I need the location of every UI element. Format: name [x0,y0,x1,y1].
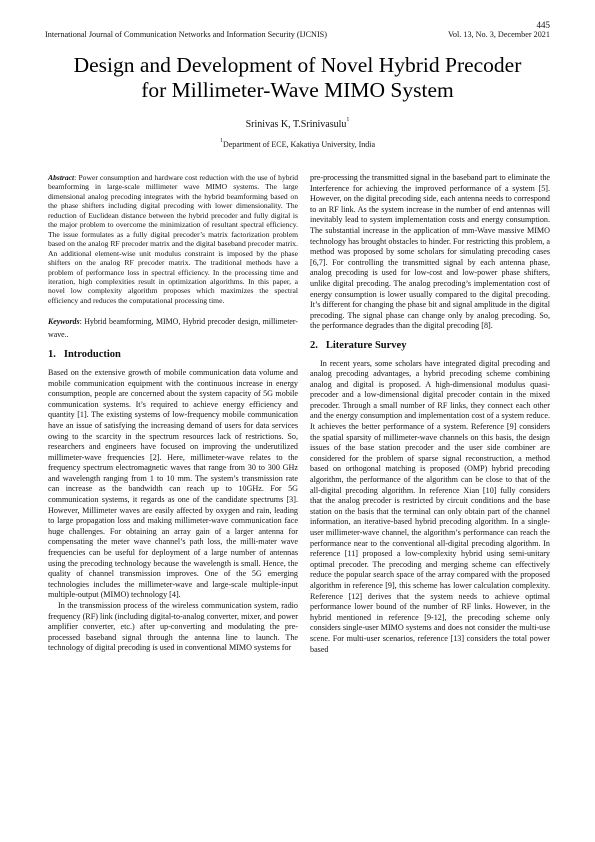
author-superscript: 1 [346,117,350,123]
paper-title [20,53,575,103]
page-number: 445 [536,20,550,30]
right-column [310,173,550,655]
abstract-label: Abstract [48,173,75,182]
author-names: Srinivas K, T.Srinivasulu [245,119,347,130]
section-number: 1. [48,349,56,361]
section-title: Introduction [63,349,121,361]
section-heading-literature-survey [310,341,550,352]
title-line-2: for Millimeter-Wave MIMO System [141,78,454,102]
intro-paragraph-2: In the transmission process of the wireless communication system, radio frequency (RF) link (including digital-to-analog converter, mixer, and power amplifier converter, etc.) after up-converting and modulating the pre-processed baseband signal through the antenna line to launch. The technology of digital precoding is used in conventional MIMO systems for [48,601,298,653]
authors [0,119,595,130]
affiliation-text: Department of ECE, Kakatiya University, India [222,140,376,149]
intro-paragraph-3: pre-processing the transmitted signal in the baseband part to eliminate the Interference for achieving the improved performance of a system [5]. However, on the digital precoding side, each antenna needs to correspond to an RF link. As the system increase in the number of end antennas will inevitably lead to system implementation costs and energy consumption. The substantial increase in the application of mm-Wave massive MIMO technology has brought obstacles to hinder. For restricting this problem, a method was proposed by some scholars for simulating precoding cases [6,7]. For controlling the transmitted signal by each antenna phase, analog precoding is used for low-cost and low-power phase shifters, unlike digital precoding. The analog precoding’s implementation cost of energy consumption is lower usually compared to the digital precoding. It’s different for changing the phase bit and signal amplitude in the digital precoding. The signal phase can change only by analog precoding. So, the performance degrades than the digital precoding [8]. [310,173,550,331]
intro-paragraph-1: Based on the extensive growth of mobile communication data volume and mobile communication equipment with the continuous increase in energy consumption, people are concerned about the system capacity of 5G mobile communication systems. It’s required to achieve energy efficiency and quantity [1]. The existing systems of low-frequency mobile communication have an issue of satisfying the increasing demand of users for data services owing to the scarcity in the spectrum resources lack of restrictions. So, researchers and engineers have focused on improving the underutilized millimeter-wave frequencies [2]. Here, millimeter-wave relates to the frequency spectrum electromagnetic waves that range from 30 to 300 GHz and wavelength ranging from 1 to 10 mm. The system’s transmission rate can increase as the bandwidth can reach up to 10GHz. For 5G communication systems, it regards as one of the candidate spectrums [3]. However, Millimeter waves are easily affected by oxygen and rain, leading to large propagation loss and making millimeter-wave communication face huge challenges. For obtaining an array gain of a larger antenna for compensating the meter wave channel’s path loss, the milli-mater wave frequencies can be useful for deployment of a large number of antennas using the precoding technology because the wavelength is small. Hence, the quality of channel transmission improves. One of the 5G emerging technologies includes the millimeter-wave and large-scale multiple-input multiple-output (MIMO) technology [4]. [48,367,298,600]
keywords-text: : Hybrid beamforming, MIMO, Hybrid precoder design, millimeter-wave.. [48,317,298,340]
left-column [48,173,298,654]
section-title: Literature Survey [325,339,407,351]
affiliation [0,140,595,149]
literature-paragraph-1: In recent years, some scholars have integrated digital precoding and analog precoding advantages, a hybrid precoding scheme combining analog and digital is proposed. A high-dimensional modulus quasi-precoder and a low-dimensional digital precoder contain in the mixed precoder. Through a small number of RF links, they connect each other and the energy consumption and implementation cost of a system reduce. It achieves the better performance of a system. Reference [9] considers the spatial sparsity of millimeter-wave channels on this basis, the design issues of the base station precoder and the user side combiner are considered for the problem of sparse signal reconstruction, a method based on orthogonal matching is proposed (OMP) hybrid precoding algorithm, the performance of the algorithm can be close to that of the all-digital precoding algorithm. In reference Xian [10] fully considers that the analog precoder is restricted by circuit conditions and the base station on the basis that the terminal can only obtain part of the channel information, an iterative-based hybrid precoding algorithm. In a single-user millimeter-wave channel, the algorithm’s performance can reach the performance near to the conventional all-digital precoding algorithm. In reference [11] proposed a low-complexity hybrid using semi-unitary optimal precoder. The precoding and merging scheme can effectively reduce the popular search space of the array compared with the proposed algorithm in reference [9], this scheme has lower calculation complexity. Reference [12] derives that the system needs to achieve optimal performance lower bound of the number of RF links. However, in the hybrid mentioned in reference [9-12], the precoding scheme only considers single-user MIMO systems and does not consider the multi-use scene. For multi-user scenarios, reference [13] considers the total power based [310,358,550,654]
affiliation-superscript: 1 [219,138,223,144]
volume-info: Vol. 13, No. 3, December 2021 [448,30,550,39]
section-number: 2. [310,339,318,351]
running-header [45,30,550,39]
abstract [48,173,298,305]
keywords [48,315,298,341]
section-heading-introduction [48,350,298,361]
abstract-text: : Power consumption and hardware cost reduction with the use of hybrid beamforming in large-scale millimeter wave MIMO systems. The large dimensional analog precoding integrates with the hybrid beamforming based on the phase shifters including digital precoding with lower dimensionality. The reduction of Euclidean distance between the hybrid precoder and fully digital is the major problem to overcome the minimization of resultant spectral efficiency. The issue formulates as a fully digital precoder’s matrix factorization problem based on the analog RF precoder matrix and the digital baseband precoder matrix. An additional element-wise unit modulus constraint is imposed by the phase shifters on the analog RF precoder matrix. The traditional methods have a problem of performance loss in spectral efficiency. In the processing time and iteration, high complexities result in optimization algorithms. In this paper, a novel low complexity algorithm proposes which maximizes the spectral efficiency and reduces the computational processing time. [48,173,298,305]
journal-name: International Journal of Communication Networks and Information Security (IJCNIS) [45,30,327,39]
keywords-label: Keywords [48,317,80,327]
title-line-1: Design and Development of Novel Hybrid Precoder [73,53,522,77]
